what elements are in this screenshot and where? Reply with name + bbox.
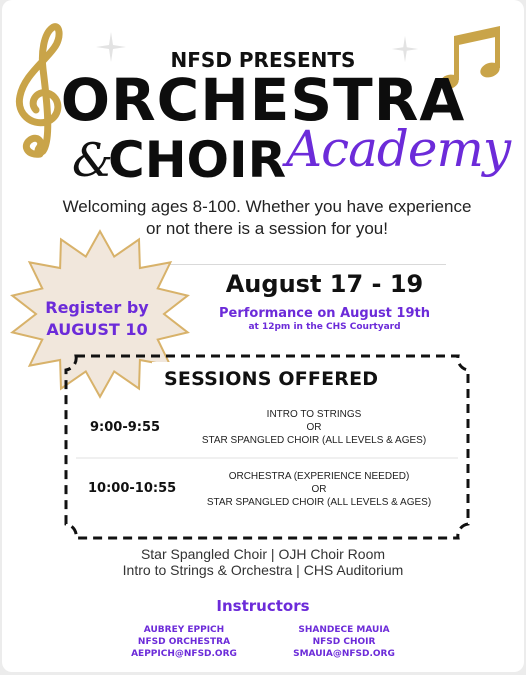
title-ampersand: & bbox=[72, 133, 113, 187]
title-orchestra: ORCHESTRA bbox=[60, 66, 466, 134]
instructors-heading: Instructors bbox=[216, 597, 310, 615]
title-academy: Academy bbox=[286, 120, 511, 178]
session-option: STAR SPANGLED CHOIR (ALL LEVELS & AGES) bbox=[206, 497, 432, 508]
welcome-text: Welcoming ages 8-100. Whether you have experience or not there is a session for you! bbox=[62, 197, 472, 238]
instructor-card bbox=[274, 624, 414, 660]
session-description bbox=[194, 408, 434, 447]
instructor-role: NFSD ORCHESTRA bbox=[137, 637, 231, 647]
session-or: OR bbox=[311, 484, 327, 495]
register-line1: Register by bbox=[45, 298, 149, 317]
register-deadline bbox=[22, 297, 172, 341]
instructor-role: NFSD CHOIR bbox=[312, 637, 376, 647]
flyer-card bbox=[2, 0, 524, 672]
sessions-title: SESSIONS OFFERED bbox=[164, 368, 379, 390]
instructor-name: SHANDECE MAUIA bbox=[298, 625, 390, 635]
instructor-email: AEPPICH@NFSD.ORG bbox=[131, 649, 237, 659]
performance-detail: at 12pm in the CHS Courtyard bbox=[248, 322, 401, 332]
session-option: STAR SPANGLED CHOIR (ALL LEVELS & AGES) bbox=[201, 435, 427, 446]
event-dates: August 17 - 19 bbox=[225, 270, 424, 298]
register-line2: AUGUST 10 bbox=[46, 320, 148, 339]
session-or: OR bbox=[306, 422, 322, 433]
presenter-heading: NFSD PRESENTS bbox=[170, 48, 356, 72]
session-description bbox=[194, 470, 444, 509]
performance-date: Performance on August 19th bbox=[218, 306, 430, 321]
instructor-card bbox=[114, 624, 254, 660]
divider bbox=[162, 264, 446, 265]
location-line: Intro to Strings & Orchestra | CHS Auditorium bbox=[122, 562, 404, 578]
instructor-email: SMAUIA@NFSD.ORG bbox=[293, 649, 395, 659]
session-option: INTRO TO STRINGS bbox=[266, 409, 362, 420]
instructor-name: AUBREY EPPICH bbox=[143, 625, 225, 635]
location-line: Star Spangled Choir | OJH Choir Room bbox=[140, 546, 386, 562]
session-option: ORCHESTRA (EXPERIENCE NEEDED) bbox=[228, 471, 410, 482]
session-time: 10:00-10:55 bbox=[88, 481, 177, 496]
title-choir: CHOIR bbox=[108, 131, 287, 189]
session-time: 9:00-9:55 bbox=[90, 420, 161, 435]
